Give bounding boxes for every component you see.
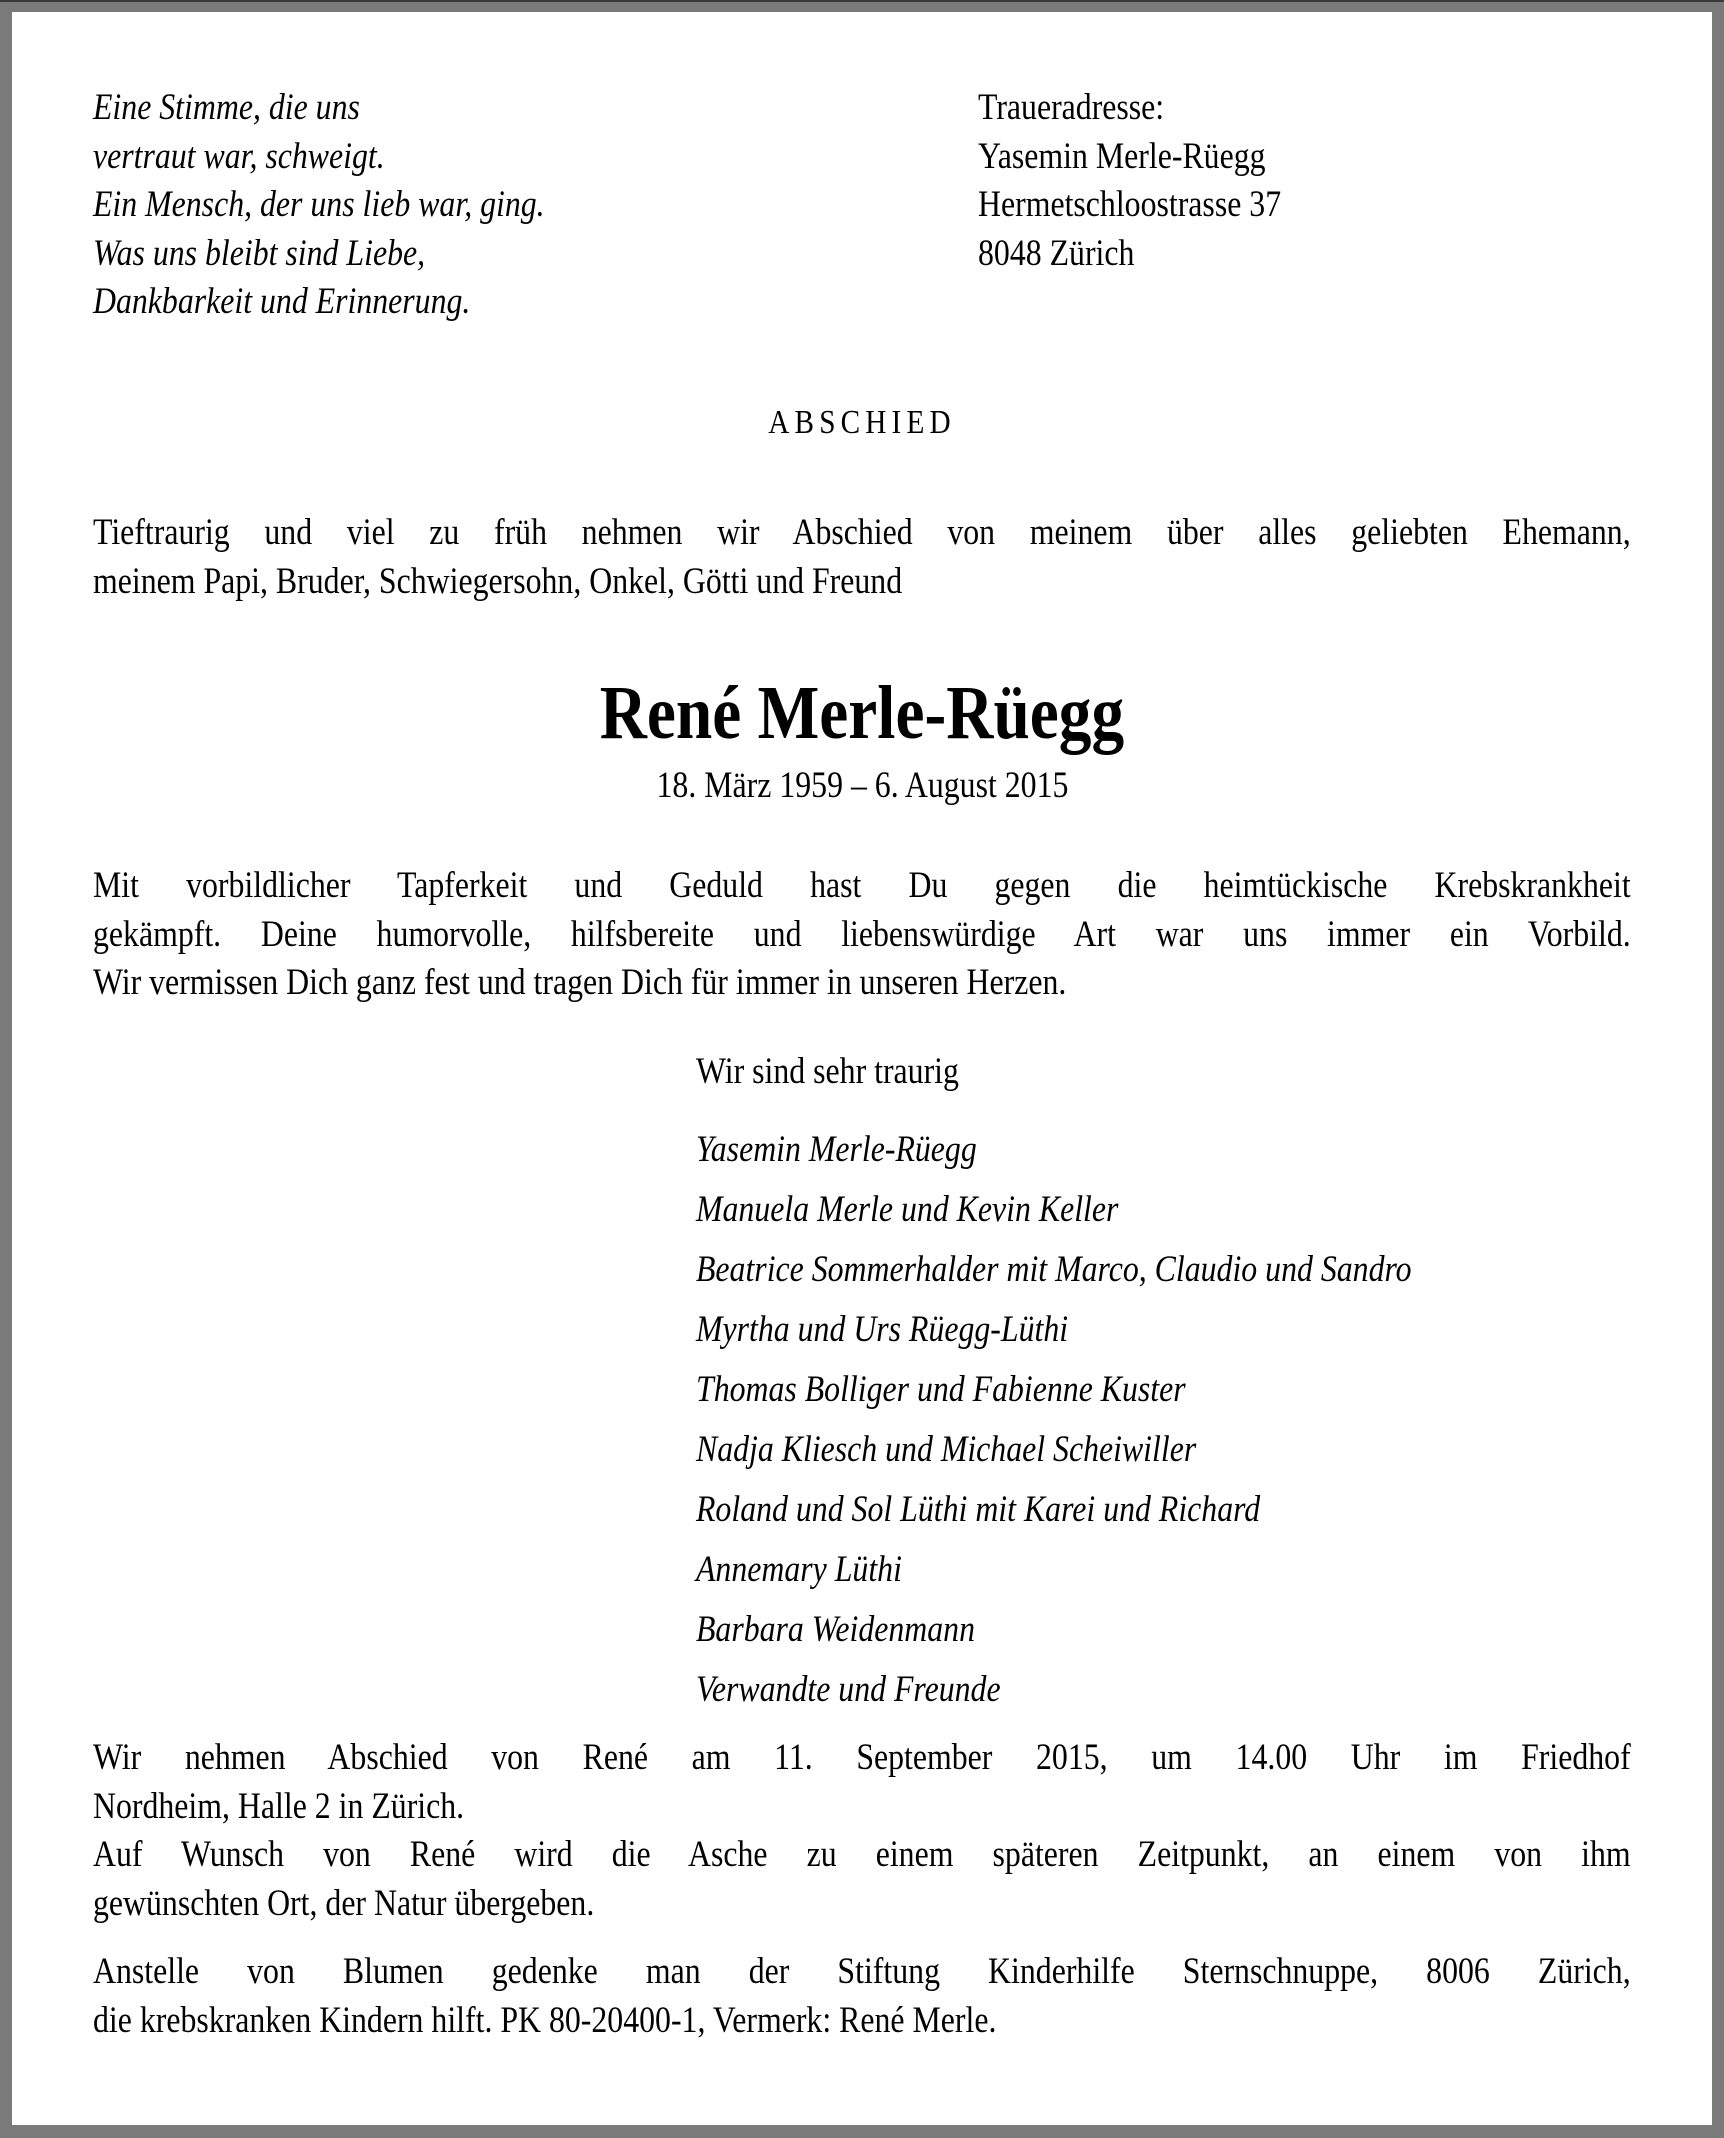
mourners-intro: Wir sind sehr traurig — [696, 1051, 959, 1092]
heading-text: ABSCHIED — [768, 404, 956, 441]
quote-line: Was uns bleibt sind Liebe, — [93, 232, 426, 274]
quote-line: Eine Stimme, die uns — [93, 87, 360, 128]
mourner-entry: Beatrice Sommerhalder mit Marco, Claudio und Sandro — [696, 1249, 1412, 1290]
tribute-line: Wir vermissen Dich ganz fest und tragen Dich für immer in unseren Herzen. — [93, 962, 1067, 1003]
mourner-entry: Barbara Weidenmann — [696, 1609, 976, 1650]
mourner-entry: Yasemin Merle-Rüegg — [696, 1129, 977, 1170]
deceased-name — [12, 668, 1712, 758]
intro-line: Tieftraurig und viel zu früh nehmen wir Abschied von meinem über alles geliebten Ehemann, — [93, 512, 1631, 553]
address-name: Yasemin Merle-Rüegg — [978, 135, 1266, 177]
mourners-block — [696, 1048, 1412, 1720]
mourner-entry: Annemary Lüthi — [696, 1549, 902, 1590]
tribute-paragraph — [93, 862, 1631, 1008]
address-label: Traueradresse: — [978, 87, 1165, 128]
ceremony-line: Wir nehmen Abschied von René am 11. September 2015, um 14.00 Uhr im Friedhof — [93, 1737, 1631, 1778]
address-city: 8048 Zürich — [978, 232, 1135, 274]
address-street: Hermetschloostrasse 37 — [978, 184, 1282, 225]
donation-line: die krebskranken Kindern hilft. PK 80-20400-1, Vermerk: René Merle. — [93, 1999, 997, 2041]
mourner-entry: Roland und Sol Lüthi mit Karei und Richard — [696, 1489, 1261, 1530]
intro-line: meinem Papi, Bruder, Schwiegersohn, Onkel, Götti und Freund — [93, 560, 903, 602]
life-dates — [12, 764, 1712, 808]
deceased-name-text: René Merle-Rüegg — [599, 671, 1125, 755]
ceremony-line: Nordheim, Halle 2 in Zürich. — [93, 1785, 465, 1827]
ceremony-paragraph — [93, 1734, 1631, 1928]
mourner-entry: Nadja Kliesch und Michael Scheiwiller — [696, 1429, 1197, 1470]
quote-line: Ein Mensch, der uns lieb war, ging. — [93, 184, 545, 225]
donation-paragraph — [93, 1948, 1631, 2045]
mourner-entry: Verwandte und Freunde — [696, 1669, 1001, 1710]
ceremony-line: Auf Wunsch von René wird die Asche zu einem späteren Zeitpunkt, an einem von ihm — [93, 1834, 1631, 1875]
intro-paragraph — [93, 509, 1631, 606]
memorial-quote — [93, 84, 545, 327]
obituary-page — [12, 12, 1712, 2125]
window-top-edge — [0, 0, 1724, 2]
mourning-address — [978, 84, 1281, 278]
mourner-entry: Myrtha und Urs Rüegg-Lüthi — [696, 1309, 1069, 1350]
tribute-line: Mit vorbildlicher Tapferkeit und Geduld hast Du gegen die heimtückische Krebskrankheit — [93, 865, 1631, 906]
quote-line: Dankbarkeit und Erinnerung. — [93, 281, 471, 322]
mourner-entry: Thomas Bolliger und Fabienne Kuster — [696, 1369, 1186, 1410]
donation-line: Anstelle von Blumen gedenke man der Stiftung Kinderhilfe Sternschnuppe, 8006 Zürich, — [93, 1951, 1631, 1992]
quote-line: vertraut war, schweigt. — [93, 135, 385, 177]
mourner-entry: Manuela Merle und Kevin Keller — [696, 1189, 1119, 1230]
life-dates-text: 18. März 1959 – 6. August 2015 — [656, 765, 1068, 806]
section-heading — [12, 404, 1712, 442]
tribute-line: gekämpft. Deine humorvolle, hilfsbereite und liebenswürdige Art war uns immer ein Vorbild. — [93, 913, 1631, 955]
ceremony-line: gewünschten Ort, der Natur übergeben. — [93, 1882, 595, 1924]
